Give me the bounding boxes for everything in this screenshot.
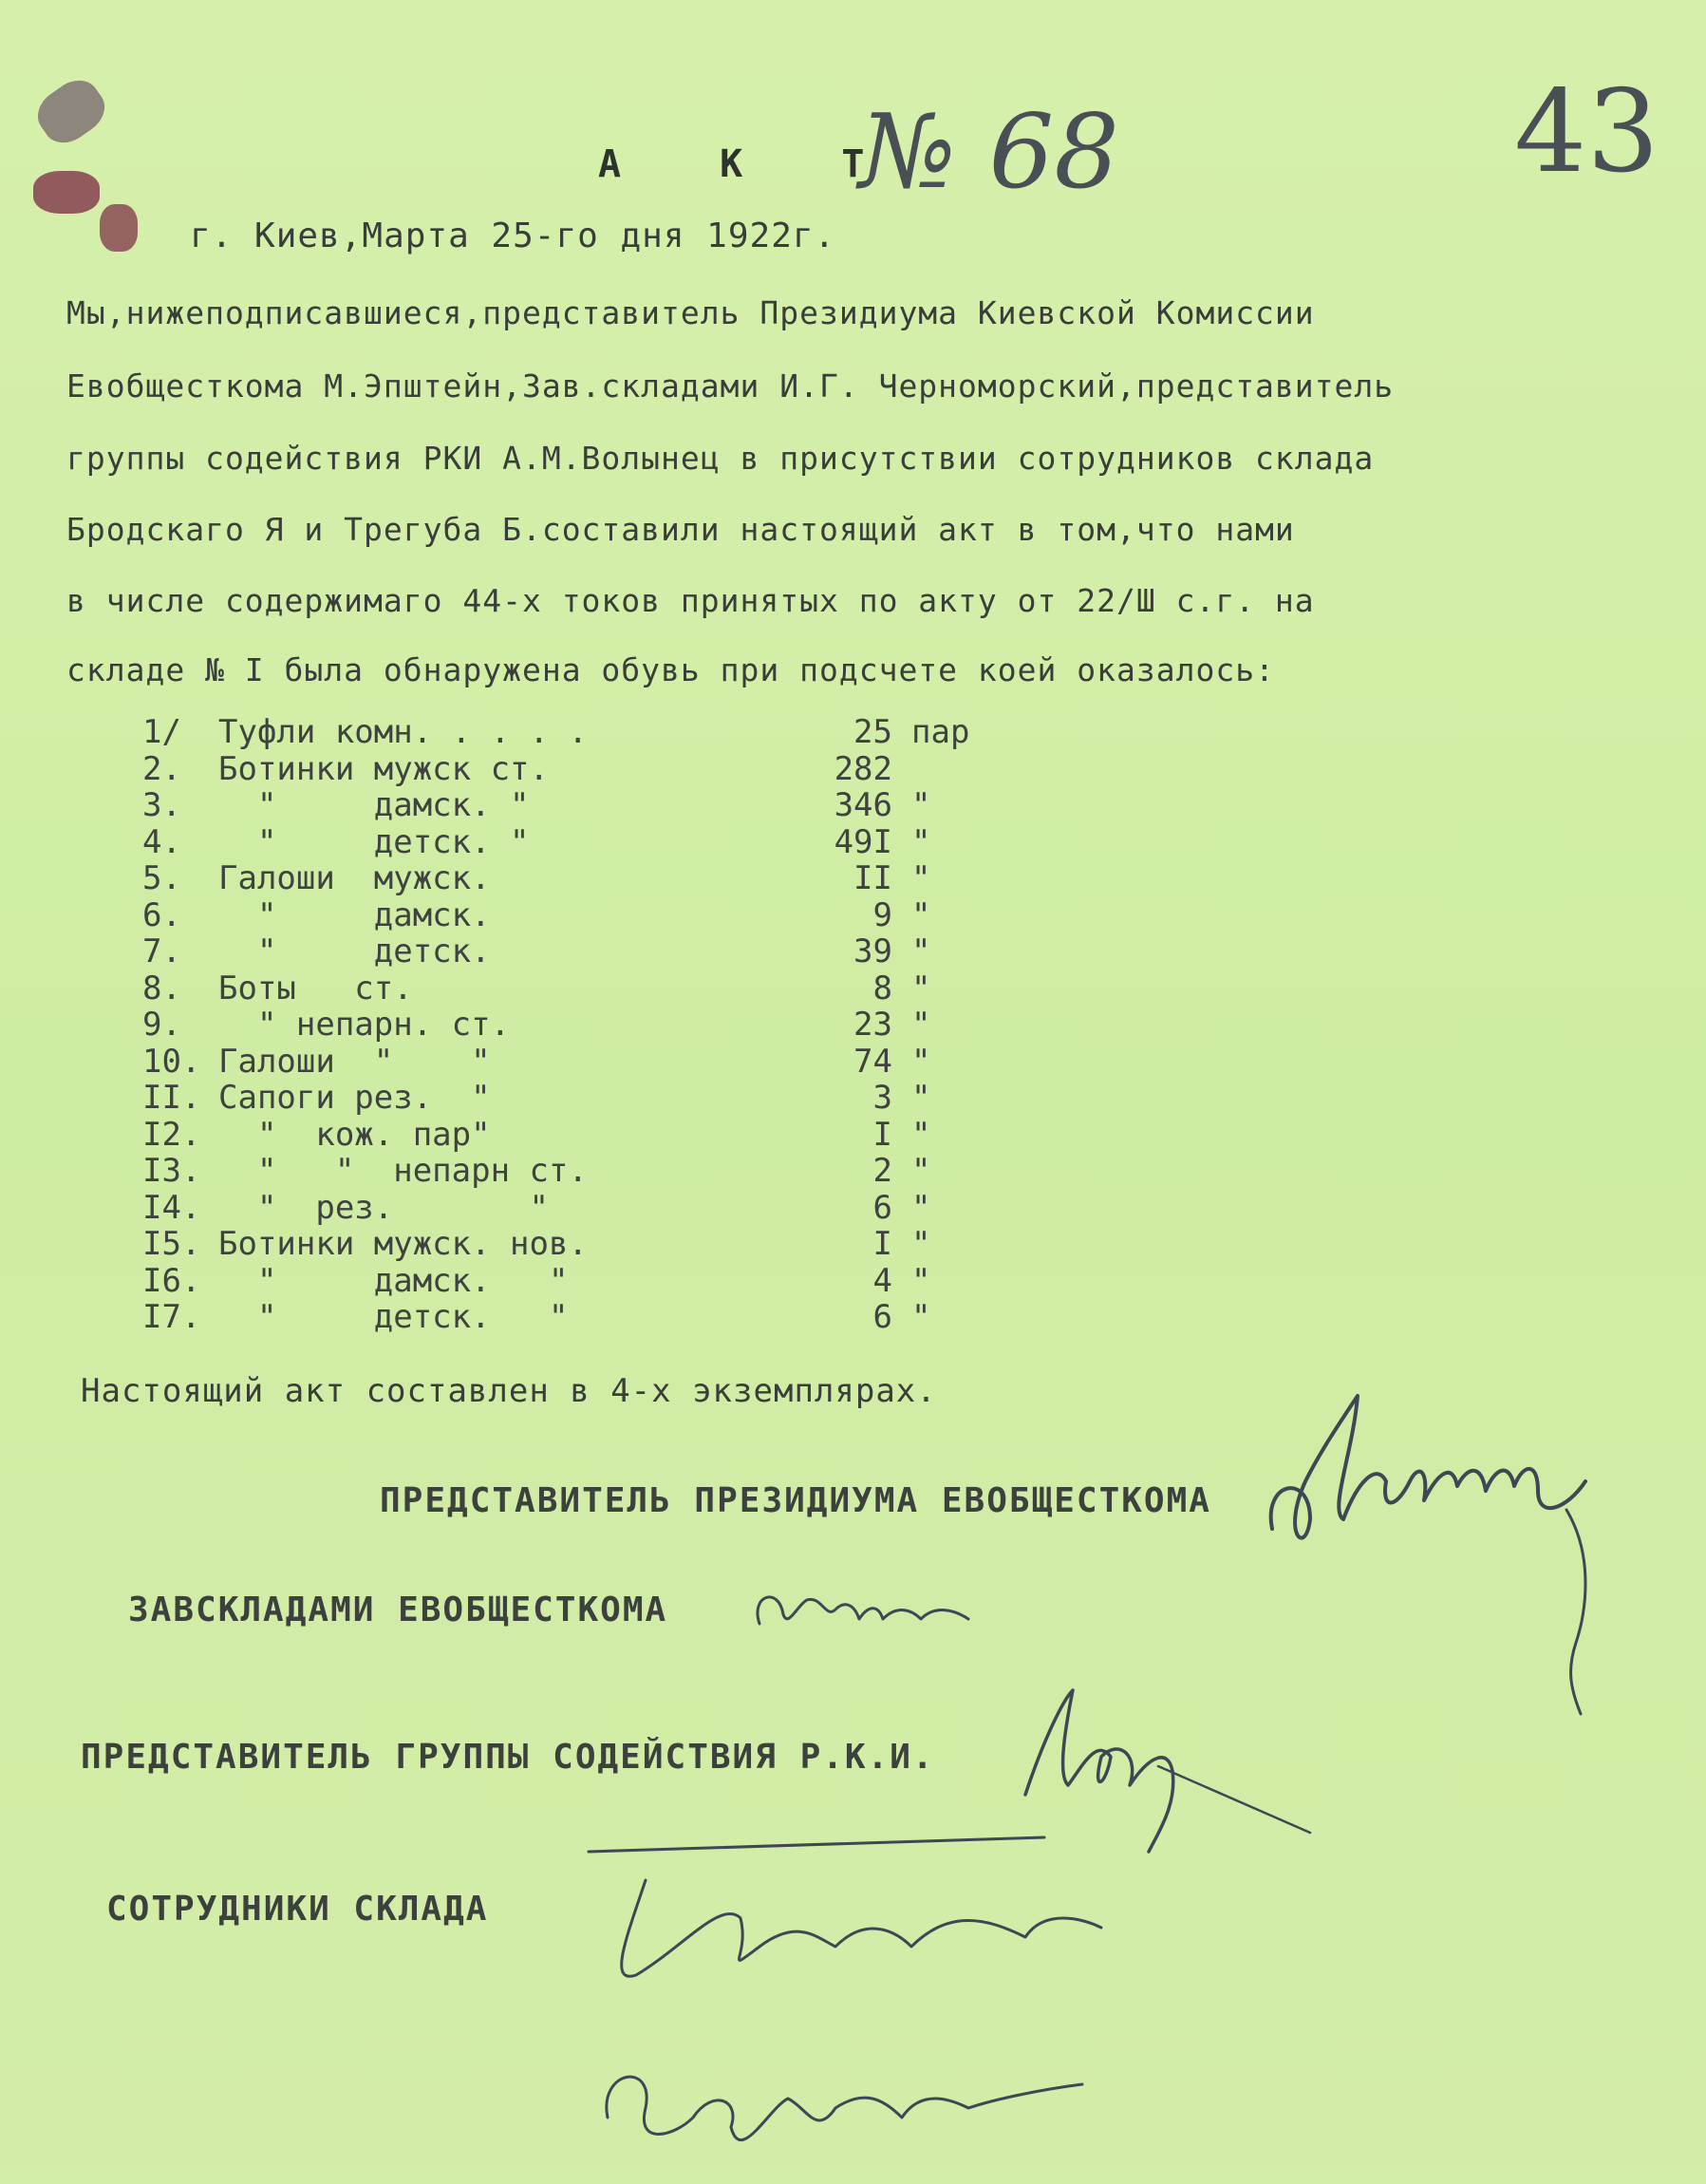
paper-stain <box>100 204 138 252</box>
document-heading: А К Т <box>598 142 903 186</box>
item-unit: " <box>911 822 931 861</box>
item-name: Туфли комн. . . . . <box>218 713 588 751</box>
item-unit: " <box>911 932 931 970</box>
item-name: " рез. " <box>218 1188 549 1227</box>
item-quantity: 49I <box>834 822 892 861</box>
item-name: " детск. " <box>218 1298 569 1336</box>
item-number: 4. <box>142 822 181 861</box>
handwritten-signature <box>1253 1367 1633 1728</box>
item-number: 8. <box>142 969 181 1007</box>
item-number: II. <box>142 1079 201 1117</box>
signature-line-staff: СОТРУДНИКИ СКЛАДА <box>106 1890 489 1929</box>
item-number: I5. <box>142 1225 201 1263</box>
item-quantity: 23 <box>853 1006 892 1044</box>
handwritten-page-number: 43 <box>1514 66 1659 198</box>
item-unit: " <box>911 1042 931 1081</box>
handwritten-signature <box>551 1823 1234 2184</box>
signature-line-presidium: ПРЕДСТАВИТЕЛЬ ПРЕЗИДИУМА ЕВОБЩЕСТКОМА <box>380 1481 1211 1520</box>
item-number: 3. <box>142 786 181 824</box>
item-unit: " <box>911 969 931 1007</box>
item-unit: " <box>911 1188 931 1227</box>
item-quantity: I <box>872 1225 892 1263</box>
paragraph-line: складе № I была обнаружена обувь при подсчете коей оказалось: <box>66 651 1275 688</box>
item-number: 1/ <box>142 713 181 751</box>
item-name: Галоши " " <box>218 1042 491 1081</box>
paper-stain <box>29 71 114 152</box>
item-name: Галоши мужск. <box>218 859 491 897</box>
item-unit: " <box>911 1298 931 1336</box>
paper-stain <box>33 171 100 214</box>
signature-line-warehouse-head: ЗАВСКЛАДАМИ ЕВОБЩЕСТКОМА <box>128 1591 668 1629</box>
item-name: " кож. пар" <box>218 1115 491 1154</box>
item-quantity: 3 <box>872 1079 892 1117</box>
item-number: 9. <box>142 1006 181 1044</box>
item-number: I2. <box>142 1115 201 1154</box>
item-unit: " <box>911 1261 931 1300</box>
place-date-line: г. Киев,Марта 25-го дня 1922г. <box>190 217 836 255</box>
closing-statement: Настоящий акт составлен в 4-х экземплярах. <box>81 1372 937 1410</box>
item-unit: " <box>911 786 931 824</box>
item-number: 5. <box>142 859 181 897</box>
handwritten-act-number: № 68 <box>859 93 1119 212</box>
item-number: I4. <box>142 1188 201 1227</box>
paragraph-line: Евобщесткома М.Эпштейн,Зав.складами И.Г. Черноморский,представитель <box>66 367 1395 405</box>
item-quantity: 74 <box>853 1042 892 1081</box>
paragraph-line: в числе содержимаго 44-х токов принятых по акту от 22/Ш с.г. на <box>66 582 1315 619</box>
item-name: " детск. <box>218 932 491 970</box>
item-number: I7. <box>142 1298 201 1336</box>
item-name: Ботинки мужск ст. <box>218 749 549 788</box>
item-name: " детск. " <box>218 822 530 861</box>
item-unit: " <box>911 859 931 897</box>
item-quantity: 346 <box>834 786 892 824</box>
item-quantity: I <box>872 1115 892 1154</box>
item-unit: " <box>911 1006 931 1044</box>
item-quantity: 4 <box>872 1261 892 1300</box>
item-name: " " непарн ст. <box>218 1152 588 1190</box>
item-number: 6. <box>142 895 181 934</box>
item-quantity: II <box>853 859 892 897</box>
item-quantity: 6 <box>872 1188 892 1227</box>
item-quantity: 6 <box>872 1298 892 1336</box>
item-number: 10. <box>142 1042 201 1081</box>
item-name: " дамск. <box>218 895 491 934</box>
item-name: Сапоги рез. " <box>218 1079 491 1117</box>
item-unit: " <box>911 1152 931 1190</box>
paragraph-line: группы содействия РКИ А.М.Волынец в присутствии сотрудников склада <box>66 440 1375 477</box>
handwritten-signature <box>741 1567 978 1652</box>
item-number: I3. <box>142 1152 201 1190</box>
item-name: Боты ст. <box>218 969 413 1007</box>
item-quantity: 8 <box>872 969 892 1007</box>
item-number: 2. <box>142 749 181 788</box>
item-unit: " <box>911 1079 931 1117</box>
item-name: Ботинки мужск. нов. <box>218 1225 588 1263</box>
item-unit: " <box>911 1225 931 1263</box>
item-name: " дамск. " <box>218 786 530 824</box>
item-quantity: 2 <box>872 1152 892 1190</box>
paragraph-line: Мы,нижеподписавшиеся,представитель Президиума Киевской Комиссии <box>66 294 1315 331</box>
item-unit: " <box>911 1115 931 1154</box>
item-quantity: 39 <box>853 932 892 970</box>
item-quantity: 9 <box>872 895 892 934</box>
item-unit: " <box>911 895 931 934</box>
item-unit: пар <box>911 713 970 751</box>
item-number: 7. <box>142 932 181 970</box>
signature-line-rki-group: ПРЕДСТАВИТЕЛЬ ГРУППЫ СОДЕЙСТВИЯ Р.К.И. <box>81 1738 935 1777</box>
item-name: " дамск. " <box>218 1261 569 1300</box>
item-quantity: 25 <box>853 713 892 751</box>
item-name: " непарн. ст. <box>218 1006 511 1044</box>
item-quantity: 282 <box>834 749 892 788</box>
paragraph-line: Бродскаго Я и Трегуба Б.составили настоящий акт в том,что нами <box>66 511 1295 548</box>
item-number: I6. <box>142 1261 201 1300</box>
